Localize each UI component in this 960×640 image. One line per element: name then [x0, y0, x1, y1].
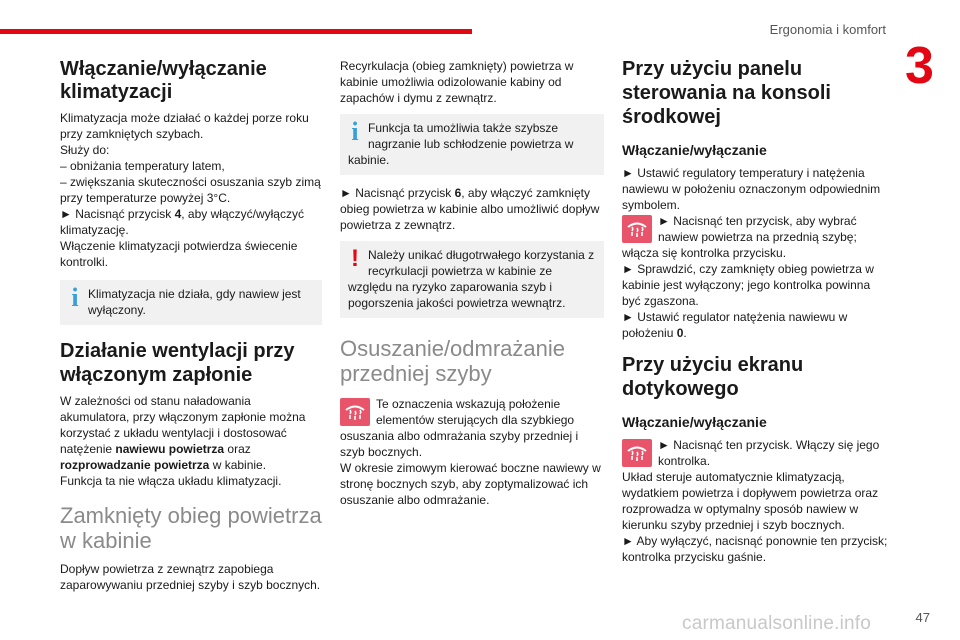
paragraph: – zwiększania skuteczności osuszania szyb zimą przy temperaturze powyżej 3°C.: [60, 175, 321, 205]
column-1: [60, 52, 322, 593]
windscreen-defrost-icon: [622, 439, 652, 467]
paragraph: Funkcja ta nie włącza układu klimatyzacji.: [60, 474, 282, 488]
heading-recirculation: Zamknięty obieg powietrza w kabinie: [60, 503, 322, 553]
info-note: i Klimatyzacja nie działa, gdy nawiew jest wyłączony.: [60, 280, 322, 325]
watermark: carmanualsonline.info: [682, 613, 872, 634]
instruction: ► Sprawdzić, czy zamknięty obieg powietrza w kabinie jest wyłączony; jego kontrolka powinna być zgaszona.: [622, 262, 874, 308]
paragraph: – obniżania temperatury latem,: [60, 159, 225, 173]
chapter-number: 3: [905, 37, 934, 95]
info-note: i Funkcja ta umożliwia także szybsze nagrzanie lub schłodzenie powietrza w kabinie.: [340, 114, 604, 175]
heading-air-conditioning: Włączanie/wyłączanie klimatyzacji: [60, 58, 267, 103]
instruction: ► Nacisnąć przycisk 4, aby włączyć/wyłączyć klimatyzację.: [60, 207, 304, 237]
instruction: ► Ustawić regulatory temperatury i natężenia nawiewu w położeniu oznaczonym odpowiednim symbolem.: [622, 166, 881, 212]
subheading-on-off: Włączanie/wyłączanie: [622, 414, 767, 430]
heading-ventilation: Działanie wentylacji przy włączonym zapłonie: [60, 340, 295, 386]
page-number: 47: [915, 610, 930, 625]
windscreen-defrost-icon: [340, 398, 370, 426]
instruction: ► Nacisnąć ten przycisk, aby wybrać nawiew powietrza na przednią szybę; włącza się kontrolka przycisku.: [622, 214, 857, 260]
paragraph: Dopływ powietrza z zewnątrz zapobiega zaparowywaniu przedniej szyby i szyb bocznych.: [60, 562, 321, 592]
paragraph: Układ steruje automatycznie klimatyzacją, wydatkiem powietrza i dopływem powietrza oraz rozprowadza w optymalny sposób nawiew w kierunku szyby przedniej i szyb bocznych.: [622, 470, 879, 532]
section-title: Ergonomia i komfort: [769, 22, 886, 37]
paragraph: Klimatyzacja może działać o każdej porze roku przy zamkniętych szybach.: [60, 111, 309, 141]
info-icon: i: [71, 283, 79, 312]
warning-note: ! Należy unikać długotrwałego korzystania z recyrkulacji powietrza w kabinie ze względu na ryzyko zaparowania szyb i pogorszenia jakości powietrza wewnątrz.: [340, 241, 604, 318]
windscreen-defrost-icon: [622, 215, 652, 243]
instruction: ► Aby wyłączyć, nacisnąć ponownie ten przycisk; kontrolka przycisku gaśnie.: [622, 534, 888, 564]
heading-touchscreen: Przy użyciu ekranu dotykowego: [622, 354, 804, 400]
instruction: ► Nacisnąć ten przycisk. Włączy się jego kontrolka.: [658, 438, 880, 468]
warning-icon: !: [351, 245, 359, 272]
column-2: [340, 52, 604, 508]
heading-center-console: Przy użyciu panelu sterowania na konsoli środkowej: [622, 58, 831, 128]
heading-defrost: Osuszanie/odmrażanie przedniej szyby: [340, 336, 566, 386]
instruction: ► Ustawić regulator natężenia nawiewu w położeniu 0.: [622, 310, 848, 340]
paragraph: Włączenie klimatyzacji potwierdza świecenie kontrolki.: [60, 239, 298, 269]
column-3: [622, 52, 890, 565]
paragraph: W okresie zimowym kierować boczne nawiewy w stronę bocznych szyb, aby zoptymalizować ich osuszanie albo odmrażanie.: [340, 461, 601, 507]
paragraph: Służy do:: [60, 143, 110, 157]
subheading-on-off: Włączanie/wyłączanie: [622, 142, 767, 158]
info-icon: i: [351, 117, 359, 146]
paragraph: Te oznaczenia wskazują położenie elementów sterujących dla szybkiego osuszania albo odmrażania szyby przedniej i szyb bocznych.: [340, 397, 579, 459]
paragraph: Recyrkulacja (obieg zamknięty) powietrza w kabinie umożliwia odizolowanie kabiny od zapachów i dymu z zewnątrz.: [340, 59, 574, 105]
paragraph: W zależności od stanu naładowania akumulatora, przy włączonym zapłonie można korzystać z układu wentylacji i dostosować natężenie nawiewu powietrza oraz rozprowadzanie powietrza w kabinie.: [60, 394, 306, 472]
header-red-bar: [0, 29, 472, 34]
instruction: ► Nacisnąć przycisk 6, aby włączyć zamknięty obieg powietrza w kabinie albo umożliwić dopływ powietrza z zewnątrz.: [340, 186, 600, 232]
